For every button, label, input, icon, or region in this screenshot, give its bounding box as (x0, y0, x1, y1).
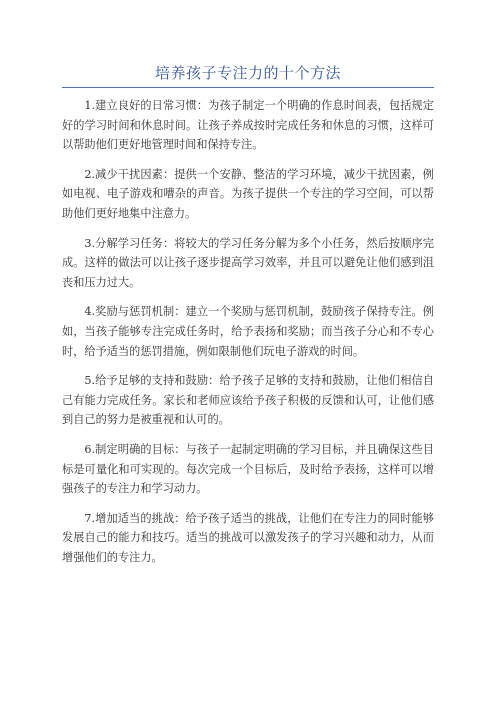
paragraph-4: 4.奖励与惩罚机制：建立一个奖励与惩罚机制，鼓励孩子保持专注。例如，当孩子能够专注完成任务时，给予表扬和奖励；而当孩子分心和不专心时，给予适当的惩罚措施，例如限制他们玩电子游戏的时间。 (62, 305, 434, 358)
paragraph-5: 5.给予足够的支持和鼓励：给予孩子足够的支持和鼓励，让他们相信自己有能力完成任务。家长和老师应该给予孩子积极的反馈和认可，让他们感到自己的努力是被重视和认可的。 (62, 374, 434, 427)
paragraph-7: 7.增加适当的挑战：给予孩子适当的挑战，让他们在专注力的同时能够发展自己的能力和技巧。适当的挑战可以激发孩子的学习兴趣和动力，从而增强他们的专注力。 (62, 511, 434, 564)
title-underline (62, 87, 434, 88)
paragraph-6: 6.制定明确的目标：与孩子一起制定明确的学习目标，并且确保这些目标是可量化和可实现的。每次完成一个目标后，及时给予表扬，这样可以增强孩子的专注力和学习动力。 (62, 442, 434, 496)
document-body (62, 96, 434, 577)
paragraph-3: 3.分解学习任务：将较大的学习任务分解为多个小任务，然后按顺序完成。这样的做法可以让孩子逐步提高学习效率，并且可以避免让他们感到沮丧和压力过大。 (62, 236, 434, 289)
paragraph-2: 2.减少干扰因素：提供一个安静、整洁的学习环境，减少干扰因素，例如电视、电子游戏和嘈杂的声音。为孩子提供一个专注的学习空间，可以帮助他们更好地集中注意力。 (62, 167, 434, 220)
document-title: 培养孩子专注力的十个方法 (154, 64, 341, 82)
paragraph-1: 1.建立良好的日常习惯：为孩子制定一个明确的作息时间表，包括规定好的学习时间和休息时间。让孩子养成按时完成任务和休息的习惯，这样可以帮助他们更好地管理时间和保持专注。 (62, 99, 434, 152)
